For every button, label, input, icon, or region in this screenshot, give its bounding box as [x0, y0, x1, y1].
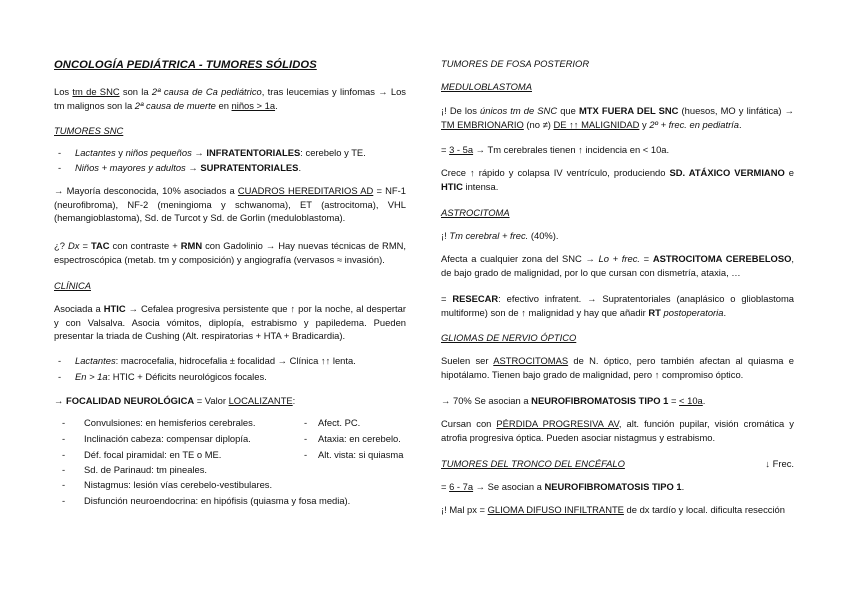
list-item: - Niños + mayores y adultos → SUPRATENTORIALES. — [54, 161, 406, 175]
astrocitoma-paragraph-2: Afecta a cualquier zona del SNC → Lo + frec. = ASTROCITOMA CEREBELOSO, de bajo grado de malignidad, por lo que cursan con dismetría, ataxia, … — [441, 253, 794, 278]
tronco-paragraph-2: ¡! Mal px = GLIOMA DIFUSO INFILTRANTE de dx tardío y local. dificulta resección — [441, 504, 785, 515]
section-heading-clinica: CLÍNICA — [54, 280, 91, 291]
hereditary-paragraph: → Mayoría desconocida, 10% asociados a CUADROS HEREDITARIOS AD = NF-1 (neurofibroma), NF-2 (meningioma y schwanoma), ET (astrocitoma), VHL (hemangioblastoma), Sd. de Turcot y Sd. de Gorlin (meduloblastoma). — [54, 185, 406, 224]
list-item: - Lactantes: macrocefalia, hidrocefalia ± focalidad → Clínica ↑↑ lenta. — [54, 354, 406, 368]
list-item: - Lactantes y niños pequeños → INFRATENTORIALES: cerebelo y TE. — [54, 146, 406, 160]
intro-paragraph: Los tm de SNC son la 2ª causa de Ca pediátrico, tras leucemias y linfomas → Los tm malignos son la 2ª causa de muerte en niños > 1a. — [54, 86, 406, 111]
clinica-paragraph: Asociada a HTIC → Cefalea progresiva persistente que ↑ por la noche, al despertar y con Valsalva. Asocia vómitos, diplopía, estrabismo y papiledema. Pueden presentar la triada de Cushing (Alt. respiratorias + HTA + Bradicardia). — [54, 303, 406, 342]
diagnosis-paragraph: ¿? Dx = TAC con contraste + RMN con Gadolinio → Hay nuevas técnicas de RMN, espectroscópica (metab. tm y composición) y angiografía (vervasos ≈ invasión). — [54, 240, 407, 265]
astrocitoma-paragraph-3: = RESECAR: efectivo infratent. → Supratentoriales (anaplásico o glioblastoma multiforme) son de ↑ malignidad y hay que añadir RT postoperatoria. — [441, 293, 794, 318]
page-title: ONCOLOGÍA PEDIÁTRICA - TUMORES SÓLIDOS — [54, 59, 317, 71]
heading-gliomas-nervio-optico: GLIOMAS DE NERVIO ÓPTICO — [441, 332, 577, 343]
section-heading-tumores-snc: TUMORES SNC — [54, 125, 124, 136]
focalidad-paragraph: → FOCALIDAD NEUROLÓGICA = Valor LOCALIZANTE: — [54, 395, 296, 406]
list-item: - En > 1a: HTIC + Déficits neurológicos focales. — [54, 370, 406, 384]
frequency-tag: ↓ Frec. — [765, 458, 794, 469]
heading-meduloblastoma: MEDULOBLASTOMA — [441, 81, 532, 92]
heading-tronco-encefalo: TUMORES DEL TRONCO DEL ENCÉFALO — [441, 458, 625, 469]
glioma-paragraph-2: → 70% Se asocian a NEUROFIBROMATOSIS TIPO 1 = < 10a. — [441, 395, 706, 406]
heading-tronco-encefalo-row — [441, 457, 794, 471]
meduloblastoma-paragraph-2: = 3 - 5a → Tm cerebrales tienen ↑ incidencia en < 10a. — [441, 144, 670, 155]
glioma-paragraph-3: Cursan con PÉRDIDA PROGRESIVA AV, alt. función pupilar, visión cromática y atrofia progresiva óptica. Pueden asociar nistagmus y estrabismo. — [441, 418, 794, 443]
tronco-paragraph-1: = 6 - 7a → Se asocian a NEUROFIBROMATOSIS TIPO 1. — [441, 481, 685, 492]
section-heading-fosa-posterior: TUMORES DE FOSA POSTERIOR — [441, 58, 590, 69]
heading-astrocitoma: ASTROCITOMA — [441, 207, 510, 218]
document-page: ONCOLOGÍA PEDIÁTRICA - TUMORES SÓLIDOS Los tm de SNC son la 2ª causa de Ca pediátrico, tras leucemias y linfomas → Los tm malignos son la 2ª causa de muerte en niños > 1a. TUMORES SNC - Lactantes y niños pequeños → INFRATENTORIALES: cerebelo y TE. - Niños + mayores y adultos → SUPRATENTORIALES. → Mayoría desconocida, 10% asociados a CUADROS HEREDITARIOS AD = NF-1 (neurofibroma), NF-2 (meningioma y schwanoma), ET (astrocitoma), VHL (hemangioblastoma), Sd. de Turcot y Sd. de Gorlin (meduloblastoma). ¿? Dx = TAC con contraste + RMN con Gadolinio → Hay nuevas técnicas de RMN, espectroscópica (metab. tm y composición) y angiografía (vervasos ≈ invasión). CLÍNICA Asociada a HTIC → Cefalea progresiva persistente que ↑ por la noche, al despertar y con Valsalva. Asocia vómitos, diplopía, estrabismo y papiledema. Pueden presentar la triada de Cushing (Alt. respiratorias + HTA + Bradicardia). - Lactantes: macrocefalia, hidrocefalia ± focalidad → Clínica ↑↑ lenta. - En > 1a: HTIC + Déficits neurológicos focales. → FOCALIDAD NEUROLÓGICA = Valor LOCALIZANTE: - Convulsiones: en hemisferios cerebrales. - Afect. PC. - Inclinación cabeza: compensar diplopía. - Ataxia: en cerebelo. - Déf. focal piramidal: en TE o ME. - Alt. vista: si quiasma - Sd. de Parinaud: tm pineales. - Nistagmus: lesión vías cerebelo-vestibulares. - Disfunción neuroendocrina: en hipófisis (quiasma y fosa media). TUMORES DE FOSA POSTERIOR MEDULOBLASTOMA ¡! De los únicos tm de SNC que MTX FUERA DEL SNC (huesos, MO y linfática) → TM EMBRIONARIO (no ≠) DE ↑↑ MALIGNIDAD y 2º + frec. en pediatría. = 3 - 5a → Tm cerebrales tienen ↑ incidencia en < 10a. Crece ↑ rápido y colapsa IV ventrículo, produciendo SD. ATÁXICO VERMIANO e HTIC intensa. ASTROCITOMA ¡! Tm cerebral + frec. (40%). Afecta a cualquier zona del SNC → Lo + frec. = ASTROCITOMA CEREBELOSO, de bajo grado de malignidad, por lo que cursan con dismetría, ataxia, … = RESECAR: efectivo infratent. → Supratentoriales (anaplásico o glioblastoma multiforme) son de ↑ malignidad y hay que añadir RT postoperatoria. GLIOMAS DE NERVIO ÓPTICO Suelen ser ASTROCITOMAS de N. óptico, pero también afectan al quiasma e hipotálamo. Tienen bajo grado de malignidad, pero ↑ compromiso óptico. → 70% Se asocian a NEUROFIBROMATOSIS TIPO 1 = < 10a. Cursan con PÉRDIDA PROGRESIVA AV, alt. función pupilar, visión cromática y atrofia progresiva óptica. Pueden asociar nistagmus y estrabismo. TUMORES DEL TRONCO DEL ENCÉFALO ↓ Frec. = 6 - 7a → Se asocian a NEUROFIBROMATOSIS TIPO 1. ¡! Mal px = GLIOMA DIFUSO INFILTRANTE de dx tardío y local. dificulta resección — [0, 0, 848, 599]
meduloblastoma-paragraph-1: ¡! De los únicos tm de SNC que MTX FUERA DEL SNC (huesos, MO y linfática) → TM EMBRIONARIO (no ≠) DE ↑↑ MALIGNIDAD y 2º + frec. en pediatría. — [441, 105, 795, 130]
astrocitoma-paragraph-1: ¡! Tm cerebral + frec. (40%). — [441, 230, 559, 241]
glioma-paragraph-1: Suelen ser ASTROCITOMAS de N. óptico, pero también afectan al quiasma e hipotálamo. Tienen bajo grado de malignidad, pero ↑ compromiso óptico. — [441, 355, 794, 380]
meduloblastoma-paragraph-3: Crece ↑ rápido y colapsa IV ventrículo, produciendo SD. ATÁXICO VERMIANO e HTIC intensa. — [441, 167, 794, 192]
